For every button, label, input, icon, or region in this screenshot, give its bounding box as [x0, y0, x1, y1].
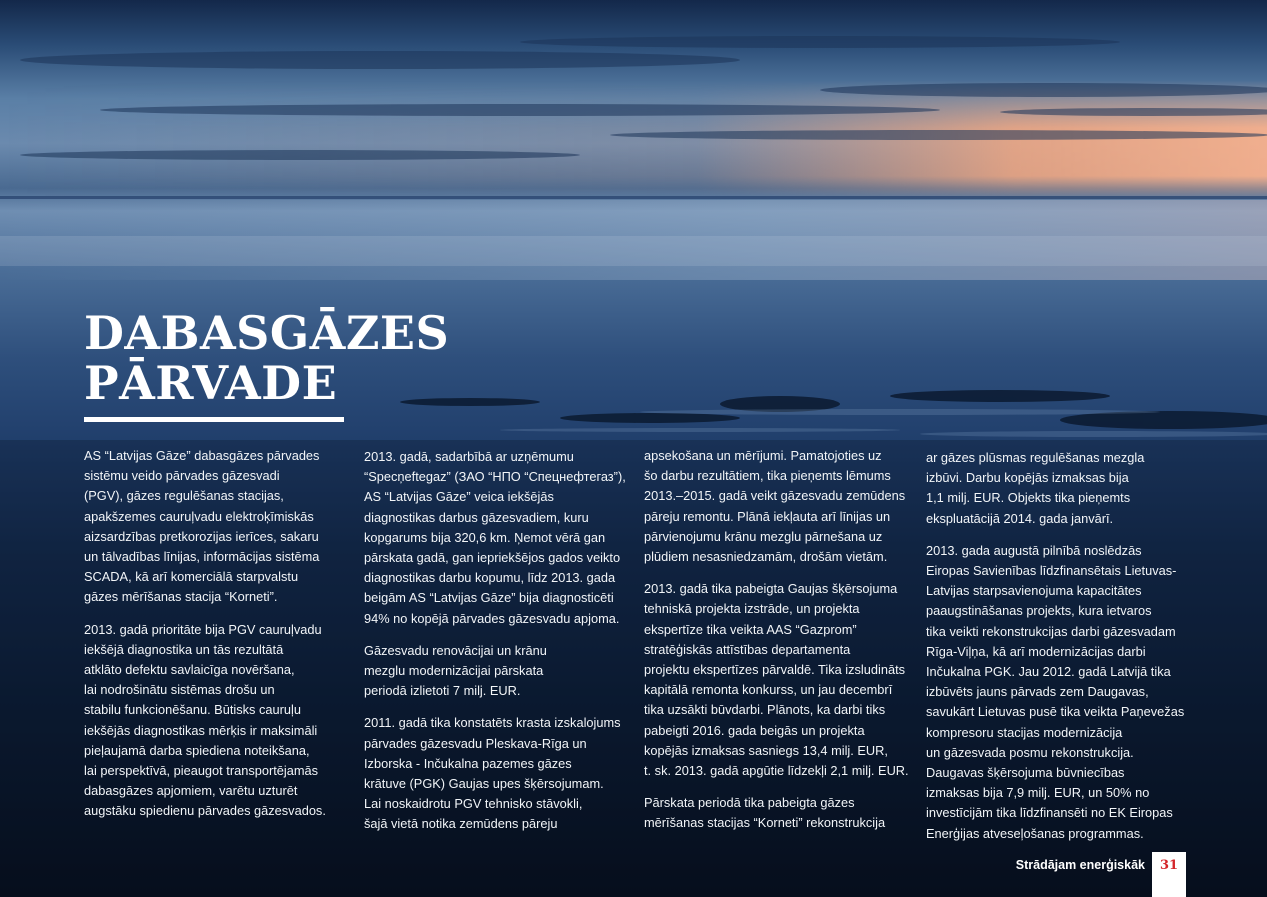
text-line: Inčukalna PGK. Jau 2012. gadā Latvijā tika [926, 664, 1171, 680]
text-line: investīcijām tika līdzfinansēti no EK Eiropas [926, 805, 1173, 821]
text-line: periodā izlietoti 7 milj. EUR. [364, 683, 521, 699]
text-line: iekšējā diagnostika un tās rezultātā [84, 641, 284, 657]
text-line: Rīga-Viļņa, kā arī modernizācijas darbi [926, 643, 1146, 659]
text-line: lai nodrošinātu sistēmas drošu un [84, 682, 275, 698]
text-line: AS “Latvijas Gāze” veica iekšējās [364, 489, 554, 505]
text-line: un tālvadības līnijas, informācijas sistēma [84, 549, 320, 565]
text-line: pārvades gāzesvadu Pleskava-Rīga un [364, 735, 587, 751]
paragraph [84, 620, 329, 822]
text-line: kopējās izmaksas sasniegs 13,4 milj. EUR, [644, 742, 888, 758]
text-line: augstāku spiedienu pārvades gāzesvados. [84, 803, 326, 819]
text-line: Latvijas starpsavienojuma kapacitātes [926, 583, 1142, 599]
text-line: un gāzesvada posmu rekonstrukcija. [926, 744, 1134, 760]
text-line: 2013. gadā prioritāte bija PGV cauruļvadu [84, 621, 322, 637]
text-line: tehniskā projekta izstrāde, un projekta [644, 601, 860, 617]
page-number: 31 [1159, 858, 1179, 873]
text-line: diagnostikas darbu kopumu, līdz 2013. gada [364, 570, 616, 586]
text-line: aizsardzības pretkorozijas ierīces, sakaru [84, 528, 319, 544]
text-line: šo darbu rezultātiem, tika pieņemts lēmums [644, 468, 891, 484]
text-line: kompresoru stacijas modernizācija [926, 724, 1123, 740]
text-line: paaugstināšanas projekts, kura ietvaros [926, 603, 1152, 619]
text-line: mezglu modernizācijai pārskata [364, 663, 544, 679]
text-line: pāreju remontu. Plānā iekļauta arī līnijas un [644, 508, 891, 524]
text-line: ar gāzes plūsmas regulēšanas mezgla [926, 450, 1145, 465]
text-line: iekšējās diagnostikas mērķis ir maksimāli [84, 722, 318, 738]
text-line: tika uzsākti būvdarbi. Plānots, ka darbi tiks [644, 702, 886, 718]
paragraph [644, 579, 909, 781]
text-line: izbūvi. Darbu kopējās izmaksas bija [926, 470, 1129, 486]
text-line: šajā vietā notika zemūdens pāreju [364, 816, 558, 832]
text-line: SCADA, kā arī komerciālā starpvalstu [84, 569, 299, 585]
paragraph [364, 641, 609, 702]
paragraph [926, 541, 1185, 844]
text-column-1 [84, 446, 329, 834]
text-line: pieļaujamā darba spiediena noteikšana, [84, 742, 310, 758]
text-line: apakšzemes cauruļvadu elektroķīmiskās [84, 508, 314, 524]
text-line: pārvienojumu krānu mezglu pārnešana uz [644, 528, 883, 544]
text-line: sistēmu veido pārvades gāzesvadi [84, 468, 280, 484]
text-line: Eiropas Savienības līdzfinansētais Lietuvas- [926, 563, 1177, 579]
text-line: stratēģiskās attīstības departamenta [644, 641, 851, 657]
text-line: t. sk. 2013. gadā apgūtie līdzekļi 2,1 milj. EUR. [644, 763, 909, 779]
text-line: gāzes mērīšanas stacija “Korneti”. [84, 589, 278, 605]
text-line: Gāzesvadu renovācijai un krānu [364, 642, 547, 658]
text-line: diagnostikas darbus gāzesvadiem, kuru [364, 509, 589, 525]
text-line: Lai noskaidrotu PGV tehnisko stāvokli, [364, 796, 583, 812]
text-line: plūdiem nesasniedzamām, drošām vietām. [644, 549, 888, 565]
text-line: mērīšanas stacijas “Korneti” rekonstrukcija [644, 815, 886, 831]
text-line: (PGV), gāzes regulēšanas stacijas, [84, 488, 284, 504]
text-line: apsekošana un mērījumi. Pamatojoties uz [644, 448, 882, 463]
text-line: 2013.–2015. gadā veikt gāzesvadu zemūdens [644, 488, 906, 504]
text-line: izbūvēts jauns pārvads zem Daugavas, [926, 684, 1149, 700]
title-underline [84, 417, 344, 422]
paragraph [926, 448, 1171, 529]
page-number-tab [1152, 852, 1186, 897]
text-line: 2013. gada augustā pilnībā noslēdzās [926, 542, 1142, 558]
text-line: beigām AS “Latvijas Gāze” bija diagnosticēti [364, 590, 614, 606]
text-line: 1,1 milj. EUR. Objekts tika pieņemts [926, 490, 1131, 506]
text-line: 2011. gadā tika konstatēts krasta izskalojums [364, 715, 621, 731]
section-title [84, 308, 449, 408]
text-line: kapitālā remonta konkurss, un jau decembrī [644, 682, 893, 698]
footer-section-label: Strādājam enerģiskāk [1015, 858, 1145, 872]
paragraph [364, 447, 626, 629]
text-line: 2013. gadā, sadarbībā ar uzņēmumu [364, 449, 574, 464]
text-line: pārskata gadā, gan iepriekšējos gados veikto [364, 550, 621, 566]
text-line: lai perspektīvā, pieaugot transportējamās [84, 763, 319, 779]
text-line: atklāto defektu savlaicīga novēršana, [84, 662, 295, 678]
text-line: “Specņeftegaz” (ЗАО “НПО “Спецнефтегаз”), [364, 469, 626, 485]
text-line: Izborska - Inčukalna pazemes gāzes [364, 755, 572, 771]
text-line: stabilu funkcionēšanu. Būtisks cauruļu [84, 702, 301, 718]
text-line: 2013. gadā tika pabeigta Gaujas šķērsojuma [644, 581, 898, 597]
text-line: savukārt Lietuvas pusē tika veikta Paņevežas [926, 704, 1185, 720]
text-column-4 [926, 448, 1185, 856]
text-line: 94% no kopējā pārvades gāzesvadu apjoma. [364, 610, 620, 626]
title-line-2: PĀRVADE [84, 356, 338, 410]
text-line: tika veikti rekonstrukcijas darbi gāzesvadam [926, 623, 1176, 639]
text-line: kopgarums bija 320,6 km. Ņemot vērā gan [364, 529, 606, 545]
title-line-1: DABASGĀZES [84, 306, 450, 360]
text-line: Enerģijas atveseļošanas programmas. [926, 825, 1144, 841]
text-line: dabasgāzes apjomiem, varētu uzturēt [84, 783, 298, 799]
text-line: krātuve (PGK) Gaujas upes šķērsojumam. [364, 776, 604, 792]
text-column-2 [364, 447, 626, 847]
paragraph [84, 446, 329, 608]
text-line: pabeigti 2016. gada beigās un projekta [644, 722, 865, 738]
text-line: Pārskata periodā tika pabeigta gāzes [644, 795, 855, 811]
text-line: AS “Latvijas Gāze” dabasgāzes pārvades [84, 448, 320, 463]
text-column-3 [644, 446, 909, 846]
paragraph [364, 713, 621, 834]
text-line: ekspertīze tika veikta AAS “Gazprom” [644, 621, 857, 637]
paragraph [644, 446, 906, 567]
text-line: projektu ekspertīzes pārvaldē. Tika izsludināts [644, 662, 906, 678]
paragraph [644, 793, 889, 833]
text-line: Daugavas šķērsojuma būvniecības [926, 765, 1125, 781]
text-line: izmaksas bija 7,9 milj. EUR, un 50% no [926, 785, 1150, 801]
text-line: ekspluatācijā 2014. gada janvārī. [926, 510, 1114, 526]
